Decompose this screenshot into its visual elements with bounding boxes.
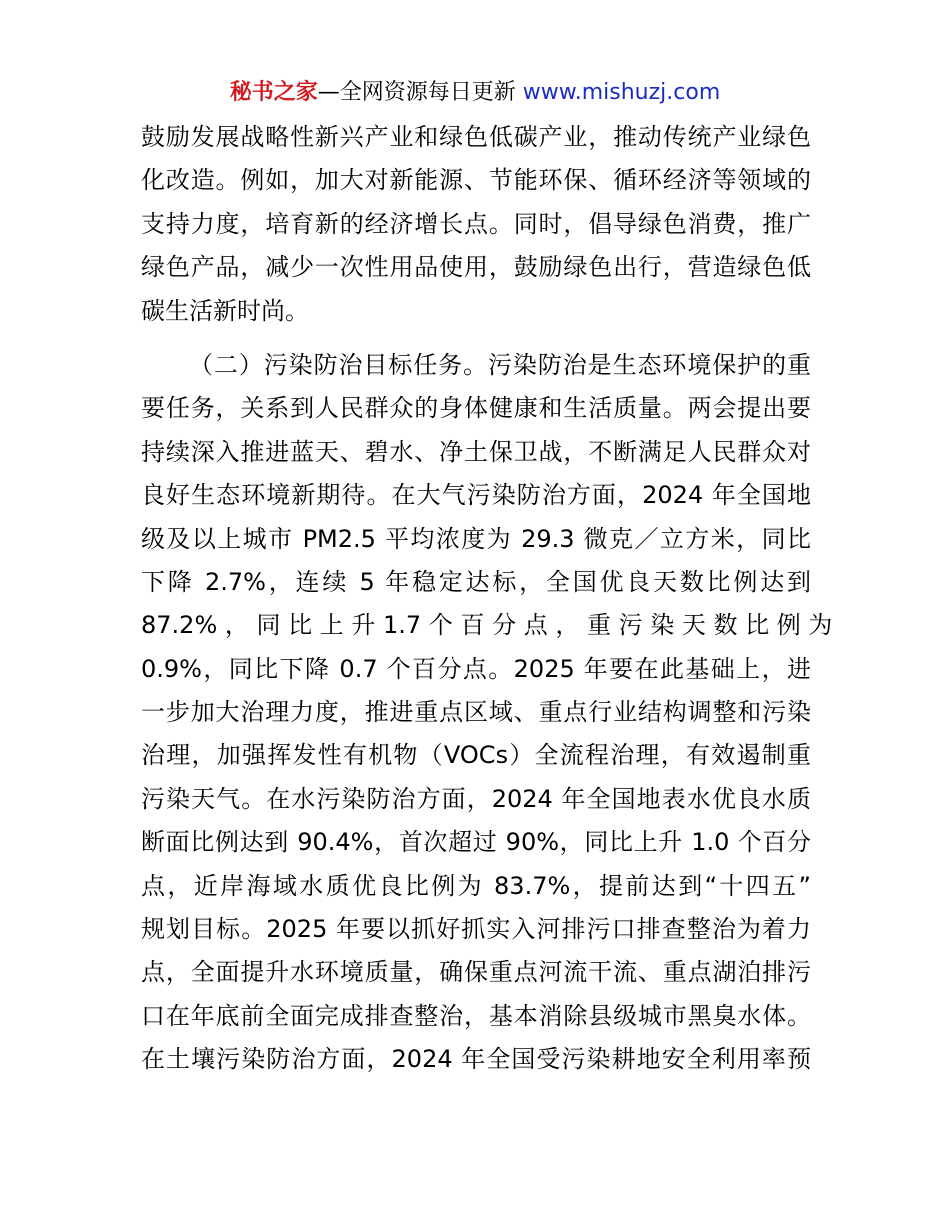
paragraph-line: 化改造。例如，加大对新能源、节能环保、循环经济等领域的 bbox=[141, 166, 811, 195]
paragraph-line: 点，近岸海域水质优良比例为 83.7%，提前达到“十四五” bbox=[141, 871, 811, 900]
site-url-link[interactable]: www.mishuzj.com bbox=[522, 80, 721, 105]
paragraph-line: 在土壤污染防治方面，2024 年全国受污染耕地安全利用率预 bbox=[141, 1045, 811, 1074]
paragraph-line: （二）污染防治目标任务。污染防治是生态环境保护的重 bbox=[189, 350, 811, 379]
paragraph-1 bbox=[141, 116, 811, 333]
page-header bbox=[0, 76, 950, 110]
paragraph-line: 持续深入推进蓝天、碧水、净土保卫战，不断满足人民群众对 bbox=[141, 437, 811, 466]
paragraph-line: 0.9%，同比下降 0.7 个百分点。2025 年要在此基础上，进 bbox=[141, 654, 811, 683]
paragraph-line: 下降 2.7%，连续 5 年稳定达标，全国优良天数比例达到 bbox=[141, 567, 811, 596]
document-body bbox=[141, 116, 833, 1082]
brand-name: 秘书之家 bbox=[229, 80, 318, 105]
paragraph-line: 鼓励发展战略性新兴产业和绿色低碳产业，推动传统产业绿色 bbox=[141, 123, 811, 151]
paragraph-line: 87.2% ， 同 比 上 升 1.7 个 百 分 点 ， 重 污 染 天 数 比 例 为 bbox=[141, 611, 833, 640]
paragraph-line: 口在年底前全面完成排查整治，基本消除县级城市黑臭水体。 bbox=[141, 1001, 811, 1030]
paragraph-line: 治理，加强挥发性有机物（VOCs）全流程治理，有效遏制重 bbox=[141, 741, 811, 770]
header-tagline: —全网资源每日更新 bbox=[317, 80, 516, 105]
paragraph-line: 一步加大治理力度，推进重点区域、重点行业结构调整和污染 bbox=[141, 698, 811, 727]
paragraph-line: 断面比例达到 90.4%，首次超过 90%，同比上升 1.0 个百分 bbox=[141, 828, 811, 857]
paragraph-line: 支持力度，培育新的经济增长点。同时，倡导绿色消费，推广 bbox=[141, 209, 811, 238]
paragraph-line: 良好生态环境新期待。在大气污染防治方面，2024 年全国地 bbox=[141, 481, 811, 510]
paragraph-line: 碳生活新时尚。 bbox=[141, 296, 309, 325]
paragraph-2 bbox=[141, 344, 833, 1082]
paragraph-line: 点，全面提升水环境质量，确保重点河流干流、重点湖泊排污 bbox=[141, 958, 811, 987]
paragraph-line: 绿色产品，减少一次性用品使用，鼓励绿色出行，营造绿色低 bbox=[141, 253, 811, 282]
paragraph-line: 要任务，关系到人民群众的身体健康和生活质量。两会提出要 bbox=[141, 394, 811, 423]
paragraph-line: 级及以上城市 PM2.5 平均浓度为 29.3 微克／立方米，同比 bbox=[141, 524, 811, 553]
paragraph-line: 污染天气。在水污染防治方面，2024 年全国地表水优良水质 bbox=[141, 784, 811, 813]
paragraph-line: 规划目标。2025 年要以抓好抓实入河排污口排查整治为着力 bbox=[141, 915, 811, 944]
